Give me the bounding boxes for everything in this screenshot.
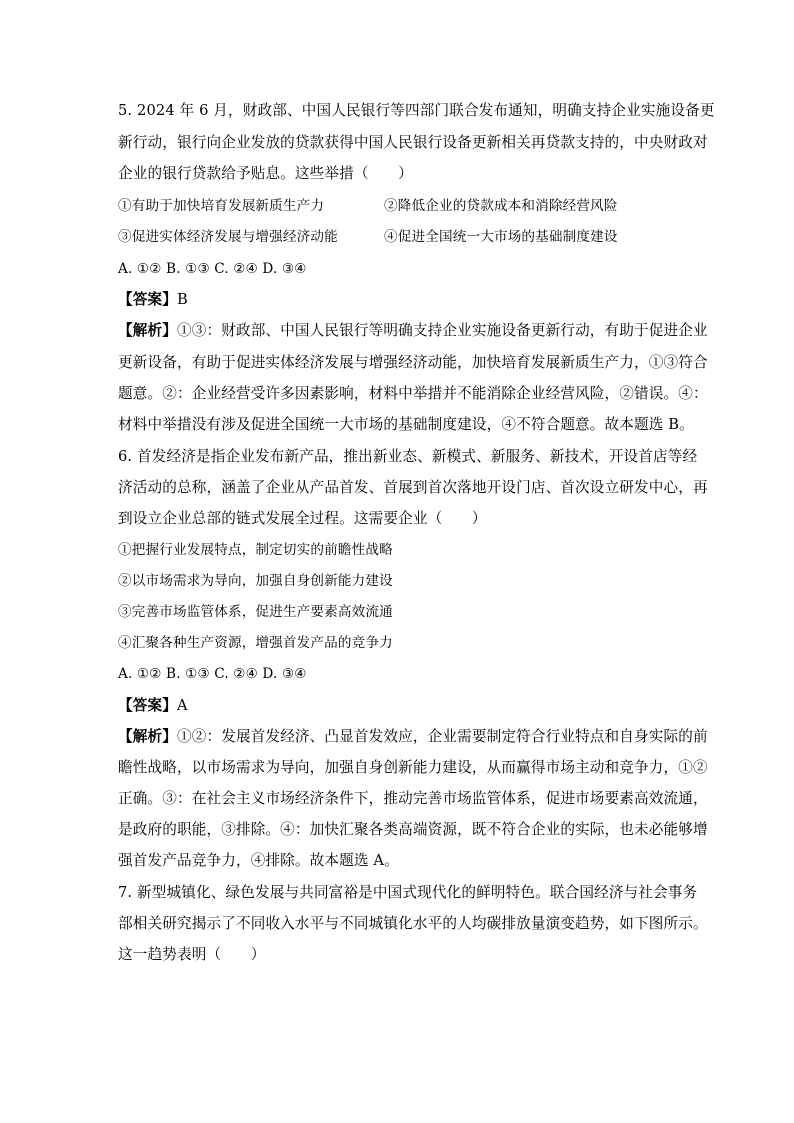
q6-analysis-line-2: 瞻性战略，以市场需求为导向，加强自身创新能力建设，从而赢得市场主动和竞争力，①② [118,759,708,776]
q6-choices: A. ①② B. ①③ C. ②④ D. ③④ [118,666,307,682]
q6-analysis-text-1: ①②：发展首发经济、凸显首发效应，企业需要制定符合行业特点和自身实际的前 [176,728,708,745]
q5-analysis-line-1 [118,321,708,341]
q5-analysis-line-2: 更新设备，有助于促进实体经济发展与增强经济动能，加快培育发展新质生产力，①③符合 [118,354,708,371]
q5-option-row-1 [118,196,618,216]
q5-analysis-line-4: 材料中举措没有涉及促进全国统一大市场的基础制度建设，④不符合题意。故本题选 B。 [118,416,694,433]
q6-option-1: ①把握行业发展特点，制定切实的前瞻性战略 [118,542,393,558]
q6-answer-label: 【答案】 [118,697,177,714]
q6-stem-line-1: 6. 首发经济是指企业发布新产品，推出新业态、新模式、新服务、新技术，开设首店等经 [118,448,698,465]
q5-choices: A. ①② B. ①③ C. ②④ D. ③④ [118,261,307,277]
q6-analysis-line-5: 强首发产品竞争力，④排除。故本题选 A。 [118,852,399,869]
q7-stem-line-2: 部相关研究揭示了不同收入水平与不同城镇化水平的人均碳排放量演变趋势，如下图所示。 [118,915,708,932]
q6-option-4: ④汇聚各种生产资源，增强首发产品的竞争力 [118,635,393,651]
q5-stem-line-2: 新行动，银行向企业发放的贷款获得中国人民银行设备更新相关再贷款支持的，中央财政对 [118,134,708,151]
q5-analysis-text-1: ①③：财政部、中国人民银行等明确支持企业实施设备更新行动，有助于促进企业 [176,322,708,339]
q5-option-3: ③促进实体经济发展与增强经济动能 [118,229,338,245]
q6-stem-line-3: 到设立企业总部的链式发展全过程。这需要企业（ ） [118,510,487,527]
q5-option-row-2 [118,227,618,247]
q5-analysis-label: 【解析】 [118,322,177,339]
q5-answer [118,290,188,310]
q6-answer-value: A [176,697,188,714]
q6-stem-line-2: 济活动的总称，涵盖了企业从产品首发、首展到首次落地开设门店、首次设立研发中心，再 [118,479,708,496]
q7-stem-line-1: 7. 新型城镇化、绿色发展与共同富裕是中国式现代化的鲜明特色。联合国经济与社会事务 [118,884,698,901]
q7-stem-line-3: 这一趋势表明（ ） [118,946,266,963]
q5-analysis-line-3: 题意。②：企业经营受许多因素影响，材料中举措并不能消除企业经营风险，②错误。④： [118,385,708,402]
q6-answer [118,696,188,716]
q6-analysis-line-3: 正确。③：在社会主义市场经济条件下，推动完善市场监管体系，促进市场要素高效流通， [118,790,708,807]
q6-analysis-line-1 [118,727,708,747]
q6-option-3: ③完善市场监管体系，促进生产要素高效流通 [118,604,393,620]
q5-stem-line-1: 5. 2024 年 6 月，财政部、中国人民银行等四部门联合发布通知，明确支持企业实施设备更 [118,102,715,119]
q6-analysis-label: 【解析】 [118,728,177,745]
q5-answer-label: 【答案】 [118,291,177,308]
q6-option-2: ②以市场需求为导向，加强自身创新能力建设 [118,573,393,589]
q5-option-2: ②降低企业的贷款成本和消除经营风险 [384,198,618,214]
q6-analysis-line-4: 是政府的职能，③排除。④：加快汇聚各类高端资源，既不符合企业的实际，也未必能够增 [118,821,708,838]
q5-option-4: ④促进全国统一大市场的基础制度建设 [384,229,618,245]
q5-answer-value: B [176,291,188,308]
q5-option-1: ①有助于加快培育发展新质生产力 [118,198,325,214]
q5-stem-line-3: 企业的银行贷款给予贴息。这些举措（ ） [118,165,413,182]
